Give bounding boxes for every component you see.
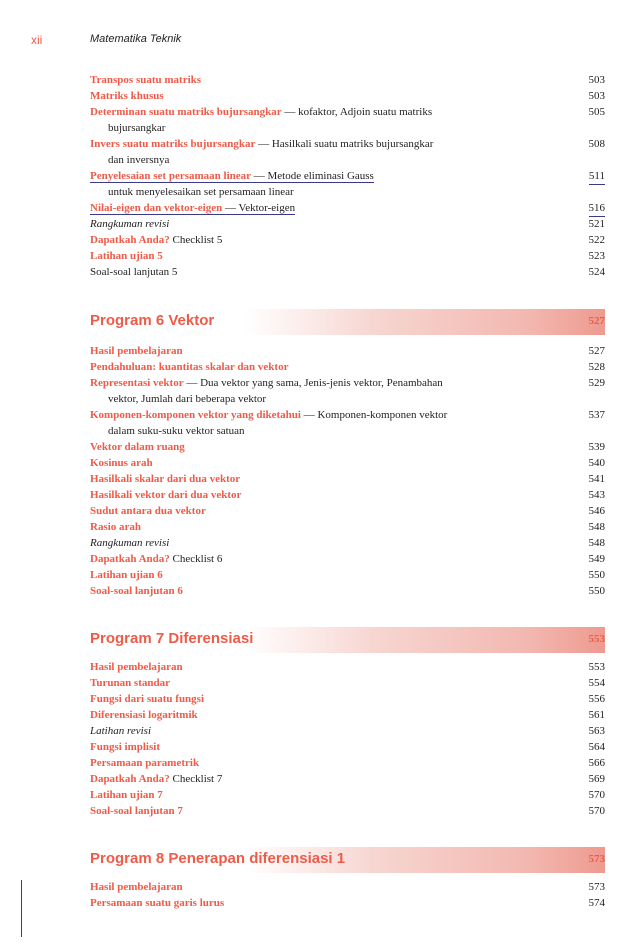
toc-entry[interactable] — [90, 136, 605, 152]
entry-title: Persamaan parametrik — [90, 757, 200, 769]
toc-section-top — [90, 72, 605, 280]
program-page: 573 — [588, 853, 605, 865]
entry-subtopics: Checklist 5 — [169, 234, 223, 246]
entry-page-number: 543 — [588, 489, 605, 501]
entry-page-number: 524 — [588, 266, 605, 278]
toc-entry[interactable] — [90, 771, 605, 787]
entry-page-number: 527 — [588, 345, 605, 357]
toc-entry[interactable] — [90, 567, 605, 583]
entry-title: Latihan ujian 5 — [90, 250, 163, 262]
entry-page-number: 503 — [588, 90, 605, 102]
entry-page-number: 564 — [588, 741, 605, 753]
toc-entry[interactable] — [90, 439, 605, 455]
entry-continuation: bujursangkar — [108, 122, 166, 134]
entry-subtopics: — Komponen-komponen vektor — [300, 409, 448, 421]
entry-page-number: 574 — [588, 897, 605, 909]
toc-section-program-8 — [90, 879, 605, 911]
margin-rule — [21, 880, 22, 937]
entry-title: Hasilkali skalar dari dua vektor — [90, 473, 241, 485]
entry-title: Persamaan suatu garis lurus — [90, 897, 225, 909]
entry-title: Dapatkah Anda? — [90, 773, 170, 785]
toc-entry[interactable] — [90, 264, 605, 280]
toc-entry[interactable] — [90, 895, 605, 911]
entry-page-number: 553 — [588, 661, 605, 673]
toc-entry[interactable] — [90, 691, 605, 707]
entry-subtopics: — Dua vektor yang sama, Jenis-jenis vektor, Penambahan — [183, 377, 443, 389]
toc-entry[interactable] — [90, 375, 605, 391]
entry-page-number: 537 — [588, 409, 605, 421]
entry-title: Determinan suatu matriks bujursangkar — [90, 106, 282, 118]
toc-entry[interactable] — [90, 200, 605, 216]
toc-entry[interactable] — [90, 168, 605, 184]
entry-page-number: 570 — [588, 789, 605, 801]
entry-page-number: 528 — [588, 361, 605, 373]
entry-page-number: 546 — [588, 505, 605, 517]
entry-page-number: 539 — [588, 441, 605, 453]
entry-title: Dapatkah Anda? — [90, 234, 170, 246]
entry-title: Rangkuman revisi — [90, 218, 170, 230]
toc-entry[interactable] — [90, 739, 605, 755]
entry-page-number: 503 — [588, 74, 605, 86]
toc-entry[interactable] — [90, 707, 605, 723]
toc-entry[interactable] — [90, 471, 605, 487]
toc-entry[interactable] — [90, 216, 605, 232]
toc-entry[interactable] — [90, 88, 605, 104]
toc-entry[interactable] — [90, 232, 605, 248]
entry-page-number: 522 — [588, 234, 605, 246]
entry-page-number: 570 — [588, 805, 605, 817]
program-heading-6 — [90, 309, 605, 335]
toc-entry[interactable] — [90, 787, 605, 803]
entry-page-number: 508 — [588, 138, 605, 150]
entry-title: Soal-soal lanjutan 5 — [90, 266, 178, 278]
toc-section-program-7 — [90, 659, 605, 819]
entry-title: Komponen-komponen vektor yang diketahui — [90, 409, 301, 421]
entry-title: Matriks khusus — [90, 90, 164, 102]
entry-title: Latihan ujian 6 — [90, 569, 163, 581]
toc-entry[interactable] — [90, 343, 605, 359]
entry-page-number: 550 — [588, 569, 605, 581]
entry-page-number: 529 — [588, 377, 605, 389]
entry-title: Hasil pembelajaran — [90, 345, 183, 357]
entry-page-number: 550 — [588, 585, 605, 597]
entry-title: Turunan standar — [90, 677, 170, 689]
program-heading-8 — [90, 847, 605, 873]
toc-entry[interactable] — [90, 455, 605, 471]
entry-page-number: 563 — [588, 725, 605, 737]
running-title: Matematika Teknik — [90, 33, 182, 45]
toc-entry[interactable] — [90, 503, 605, 519]
toc-section-program-6 — [90, 343, 605, 599]
toc-entry[interactable] — [90, 879, 605, 895]
program-heading-7 — [90, 627, 605, 653]
entry-page-number: 548 — [588, 537, 605, 549]
toc-entry[interactable] — [90, 359, 605, 375]
toc-entry[interactable] — [90, 104, 605, 120]
entry-title: Latihan revisi — [90, 725, 152, 737]
entry-page-number: 549 — [588, 553, 605, 565]
toc-entry[interactable] — [90, 519, 605, 535]
toc-entry[interactable] — [90, 535, 605, 551]
entry-title: Representasi vektor — [90, 377, 184, 389]
entry-page-number: 541 — [588, 473, 605, 485]
toc-entry[interactable] — [90, 407, 605, 423]
toc-entry[interactable] — [90, 551, 605, 567]
entry-subtopics: — Metode eliminasi Gauss — [251, 170, 374, 182]
entry-title: Nilai-eigen dan vektor-eigen — [90, 202, 223, 214]
entry-subtopics: Checklist 7 — [169, 773, 223, 785]
entry-title: Penyelesaian set persamaan linear — [90, 170, 252, 182]
entry-continuation: untuk menyelesaikan set persamaan linear — [108, 186, 294, 198]
entry-title: Fungsi implisit — [90, 741, 160, 753]
entry-title: Latihan ujian 7 — [90, 789, 163, 801]
program-page: 553 — [588, 633, 605, 645]
entry-title: Pendahuluan: kuantitas skalar dan vektor — [90, 361, 289, 373]
entry-continuation: dalam suku-suku vektor satuan — [108, 425, 245, 437]
entry-title: Hasilkali vektor dari dua vektor — [90, 489, 242, 501]
entry-page-number: 548 — [588, 521, 605, 533]
entry-page-number: 573 — [588, 881, 605, 893]
entry-title: Kosinus arah — [90, 457, 153, 469]
entry-page-number: 521 — [588, 218, 605, 230]
entry-page-number: 554 — [588, 677, 605, 689]
entry-title: Diferensiasi logaritmik — [90, 709, 198, 721]
entry-title: Transpos suatu matriks — [90, 74, 202, 86]
entry-title: Vektor dalam ruang — [90, 441, 185, 453]
toc-entry[interactable] — [90, 675, 605, 691]
entry-title: Soal-soal lanjutan 6 — [90, 585, 183, 597]
entry-title: Soal-soal lanjutan 7 — [90, 805, 183, 817]
entry-subtopics: Checklist 6 — [169, 553, 223, 565]
program-title: Program 6 Vektor — [90, 312, 215, 329]
entry-title: Hasil pembelajaran — [90, 661, 183, 673]
toc-entry[interactable] — [90, 723, 605, 739]
toc-entry[interactable] — [90, 487, 605, 503]
entry-page-number: 561 — [588, 709, 605, 721]
entry-title: Hasil pembelajaran — [90, 881, 183, 893]
entry-title: Dapatkah Anda? — [90, 553, 170, 565]
entry-page-number: 566 — [588, 757, 605, 769]
program-title: Program 7 Diferensiasi — [90, 630, 254, 647]
toc-entry[interactable] — [90, 755, 605, 771]
entry-page-number: 505 — [588, 106, 605, 118]
entry-page-number: 569 — [588, 773, 605, 785]
entry-page-number: 556 — [588, 693, 605, 705]
entry-title: Sudut antara dua vektor — [90, 505, 206, 517]
page-number: xii — [31, 33, 43, 47]
entry-continuation: vektor, Jumlah dari beberapa vektor — [108, 393, 267, 405]
entry-page-number: 516 — [589, 200, 606, 217]
toc-entry[interactable] — [90, 72, 605, 88]
entry-title: Fungsi dari suatu fungsi — [90, 693, 205, 705]
entry-subtopics: — Hasilkali suatu matriks bujursangkar — [255, 138, 434, 150]
entry-subtopics: — kofaktor, Adjoin suatu matriks — [281, 106, 433, 118]
toc-entry[interactable] — [90, 583, 605, 599]
entry-page-number: 523 — [588, 250, 605, 262]
toc-entry[interactable] — [90, 659, 605, 675]
program-page: 527 — [588, 315, 605, 327]
entry-title: Rangkuman revisi — [90, 537, 170, 549]
entry-page-number: 540 — [588, 457, 605, 469]
toc-entry[interactable] — [90, 803, 605, 819]
entry-continuation: dan inversnya — [108, 154, 170, 166]
entry-title: Invers suatu matriks bujursangkar — [90, 138, 256, 150]
entry-title: Rasio arah — [90, 521, 142, 533]
entry-page-number: 511 — [589, 168, 605, 185]
entry-subtopics: — Vektor-eigen — [222, 202, 296, 214]
program-title: Program 8 Penerapan diferensiasi 1 — [90, 850, 346, 867]
toc-entry[interactable] — [90, 248, 605, 264]
